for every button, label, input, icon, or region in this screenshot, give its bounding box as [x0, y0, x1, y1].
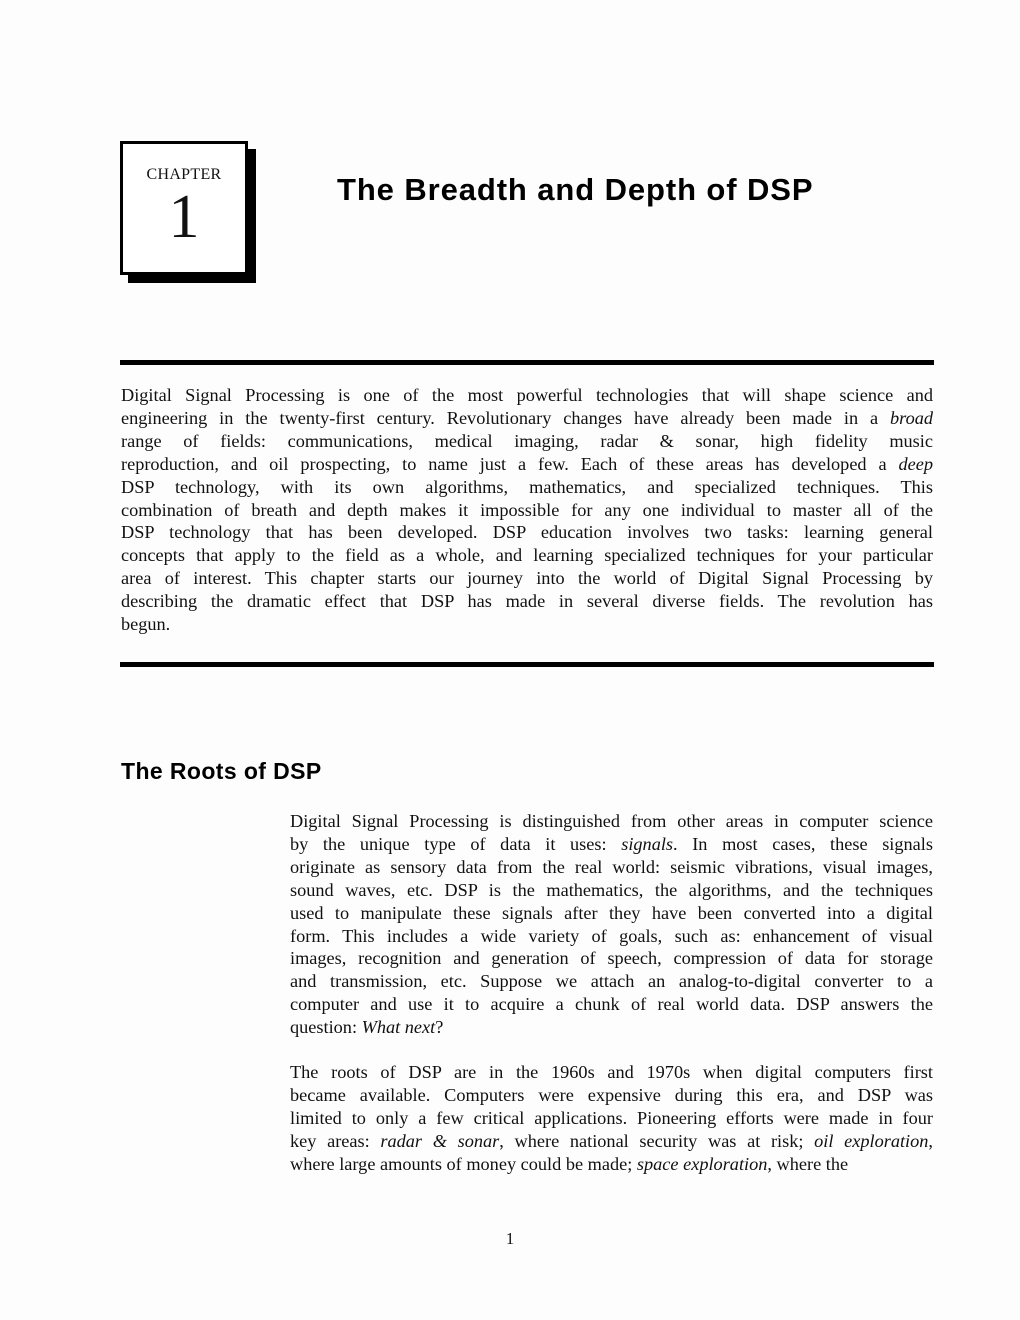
- emphasized-text: radar & sonar: [380, 1130, 500, 1151]
- text-line: [290, 970, 933, 993]
- text-run: , where the: [767, 1153, 849, 1174]
- emphasized-text: space exploration: [636, 1153, 768, 1174]
- divider-top: [120, 360, 934, 365]
- text-line: [290, 925, 933, 948]
- text-run: DSP technology that has been developed. DSP education involves two tasks: learning general: [121, 522, 933, 543]
- text-line: [290, 993, 933, 1016]
- text-line: [121, 590, 933, 613]
- text-run: originate as sensory data from the real world: seismic vibrations, visual images,: [290, 856, 933, 877]
- text-line: [290, 810, 933, 833]
- text-run: . In most cases, these signals: [673, 833, 933, 854]
- section-paragraph-1: [290, 810, 933, 1039]
- section-heading: The Roots of DSP: [121, 758, 322, 784]
- text-run: DSP technology, with its own algorithms, mathematics, and specialized techniques. This: [121, 476, 933, 497]
- text-line: [290, 1107, 933, 1130]
- emphasized-text: deep: [898, 453, 933, 474]
- text-run: key areas:: [290, 1130, 381, 1151]
- text-run: Digital Signal Processing is one of the most powerful technologies that will shape science and: [121, 385, 933, 405]
- text-run: engineering in the twenty-first century. Revolutionary changes have already been made in a: [121, 407, 890, 428]
- emphasized-text: oil exploration: [814, 1130, 929, 1151]
- text-line: [121, 453, 933, 476]
- text-line: [121, 476, 933, 499]
- text-line: [290, 1153, 933, 1176]
- text-line: [290, 902, 933, 925]
- text-line: [290, 879, 933, 902]
- text-run: combination of breath and depth makes it impossible for any one individual to master all of the: [121, 499, 933, 520]
- text-run: reproduction, and oil prospecting, to name just a few. Each of these areas has developed a: [121, 453, 899, 474]
- text-run: by the unique type of data it uses:: [290, 833, 622, 854]
- text-line: [121, 384, 933, 407]
- text-line: [290, 856, 933, 879]
- text-line: [121, 521, 933, 544]
- chapter-label: CHAPTER: [146, 166, 222, 183]
- divider-bottom: [120, 662, 934, 667]
- text-line: [121, 544, 933, 567]
- text-run: computer and use it to acquire a chunk of real world data. DSP answers the: [290, 994, 933, 1015]
- chapter-title: The Breadth and Depth of DSP: [337, 172, 814, 207]
- chapter-abstract: [121, 384, 933, 636]
- text-line: [121, 430, 933, 453]
- text-run: ,: [928, 1130, 933, 1151]
- text-run: where large amounts of money could be made;: [290, 1153, 637, 1174]
- text-line: [290, 1061, 933, 1084]
- section-paragraph-2: [290, 1061, 933, 1176]
- emphasized-text: broad: [890, 407, 933, 428]
- text-line: [290, 833, 933, 856]
- emphasized-text: What next: [361, 1017, 436, 1038]
- text-run: The roots of DSP are in the 1960s and 1970s when digital computers first: [290, 1062, 933, 1082]
- text-line: [290, 1084, 933, 1107]
- text-run: area of interest. This chapter starts our journey into the world of Digital Signal Processing by: [121, 568, 933, 589]
- text-run: images, recognition and generation of speech, compression of data for storage: [290, 948, 933, 969]
- text-run: , where national security was at risk;: [499, 1130, 815, 1151]
- text-run: limited to only a few critical applications. Pioneering efforts were made in four: [290, 1107, 933, 1128]
- text-run: used to manipulate these signals after they have been converted into a digital: [290, 902, 933, 923]
- text-line: [121, 567, 933, 590]
- text-run: form. This includes a wide variety of goals, such as: enhancement of visual: [290, 925, 933, 946]
- text-line: [290, 1130, 933, 1153]
- text-run: became available. Computers were expensive during this era, and DSP was: [290, 1084, 933, 1105]
- text-run: question:: [290, 1017, 362, 1038]
- text-run: ?: [435, 1017, 444, 1038]
- text-line: [121, 499, 933, 522]
- text-run: begun.: [121, 614, 171, 635]
- text-run: sound waves, etc. DSP is the mathematics, the algorithms, and the techniques: [290, 879, 933, 900]
- text-line: [121, 407, 933, 430]
- chapter-box: [120, 141, 248, 275]
- text-run: and transmission, etc. Suppose we attach an analog-to-digital converter to a: [290, 971, 933, 992]
- text-line: [290, 947, 933, 970]
- text-run: Digital Signal Processing is distinguished from other areas in computer science: [290, 811, 933, 831]
- text-run: range of fields: communications, medical imaging, radar & sonar, high fidelity music: [121, 430, 933, 451]
- emphasized-text: signals: [621, 833, 674, 854]
- text-line: [290, 1016, 933, 1039]
- text-run: concepts that apply to the field as a whole, and learning specialized techniques for your particular: [121, 545, 933, 566]
- text-run: describing the dramatic effect that DSP has made in several diverse fields. The revolution has: [121, 591, 933, 612]
- text-line: [121, 613, 933, 636]
- chapter-number: 1: [168, 183, 200, 251]
- page-number: 1: [505, 1229, 515, 1248]
